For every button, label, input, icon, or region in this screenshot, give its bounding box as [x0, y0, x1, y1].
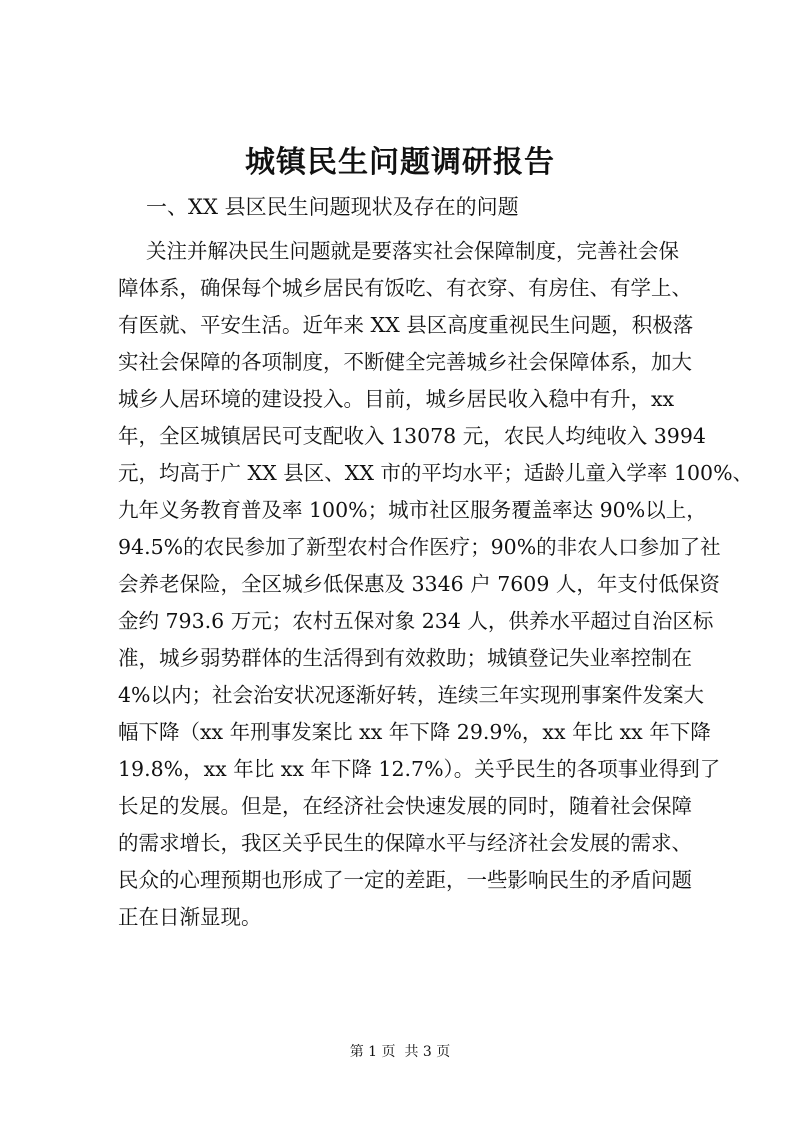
page-footer: 第 1 页 共 3 页 [349, 1044, 451, 1060]
paragraph-line: 元，均高于广 XX 县区、XX 市的平均水平；适龄儿童入学率 100%、 [118, 461, 754, 485]
paragraph-line: 九年义务教育普及率 100%；城市社区服务覆盖率达 90%以上， [118, 498, 707, 522]
paragraph-line: 94.5%的农民参加了新型农村合作医疗；90%的非农人口参加了社 [118, 535, 721, 559]
body-paragraph [118, 233, 754, 936]
paragraph-line: 障体系，确保每个城乡居民有饭吃、有衣穿、有房住、有学上、 [118, 276, 692, 300]
paragraph-line: 幅下降（xx 年刑事发案比 xx 年下降 29.9%，xx 年比 xx 年下降 [118, 720, 711, 744]
paragraph-line: 正在日渐显现。 [118, 905, 262, 929]
paragraph-line: 长足的发展。但是，在经济社会快速发展的同时，随着社会保障 [118, 794, 692, 818]
paragraph-line: 城乡人居环境的建设投入。目前，城乡居民收入稳中有升，xx [118, 387, 675, 411]
paragraph-line: 金约 793.6 万元；农村五保对象 234 人，供养水平超过自治区标 [118, 609, 714, 633]
paragraph-line: 会养老保险，全区城乡低保惠及 3346 户 7609 人，年支付低保资 [118, 572, 720, 596]
paragraph-line: 有医就、平安生活。近年来 XX 县区高度重视民生问题，积极落 [118, 313, 694, 337]
paragraph-line: 准，城乡弱势群体的生活得到有效救助；城镇登记失业率控制在 [118, 646, 692, 670]
paragraph-line: 年，全区城镇居民可支配收入 13078 元，农民人均纯收入 3994 [118, 424, 706, 448]
section-heading: 一、XX 县区民生问题现状及存在的问题 [146, 195, 519, 219]
paragraph-line: 的需求增长，我区关乎民生的保障水平与经济社会发展的需求、 [118, 831, 692, 855]
paragraph-line: 关注并解决民生问题就是要落实社会保障制度，完善社会保 [146, 239, 679, 263]
paragraph-line: 4%以内；社会治安状况逐渐好转，连续三年实现刑事案件发案大 [118, 683, 705, 707]
paragraph-line: 19.8%，xx 年比 xx 年下降 12.7%）。关乎民生的各项事业得到了 [118, 757, 721, 781]
paragraph-line: 民众的心理预期也形成了一定的差距，一些影响民生的矛盾问题 [118, 868, 692, 892]
page-title: 城镇民生问题调研报告 [245, 145, 555, 180]
paragraph-line: 实社会保障的各项制度，不断健全完善城乡社会保障体系，加大 [118, 350, 692, 374]
